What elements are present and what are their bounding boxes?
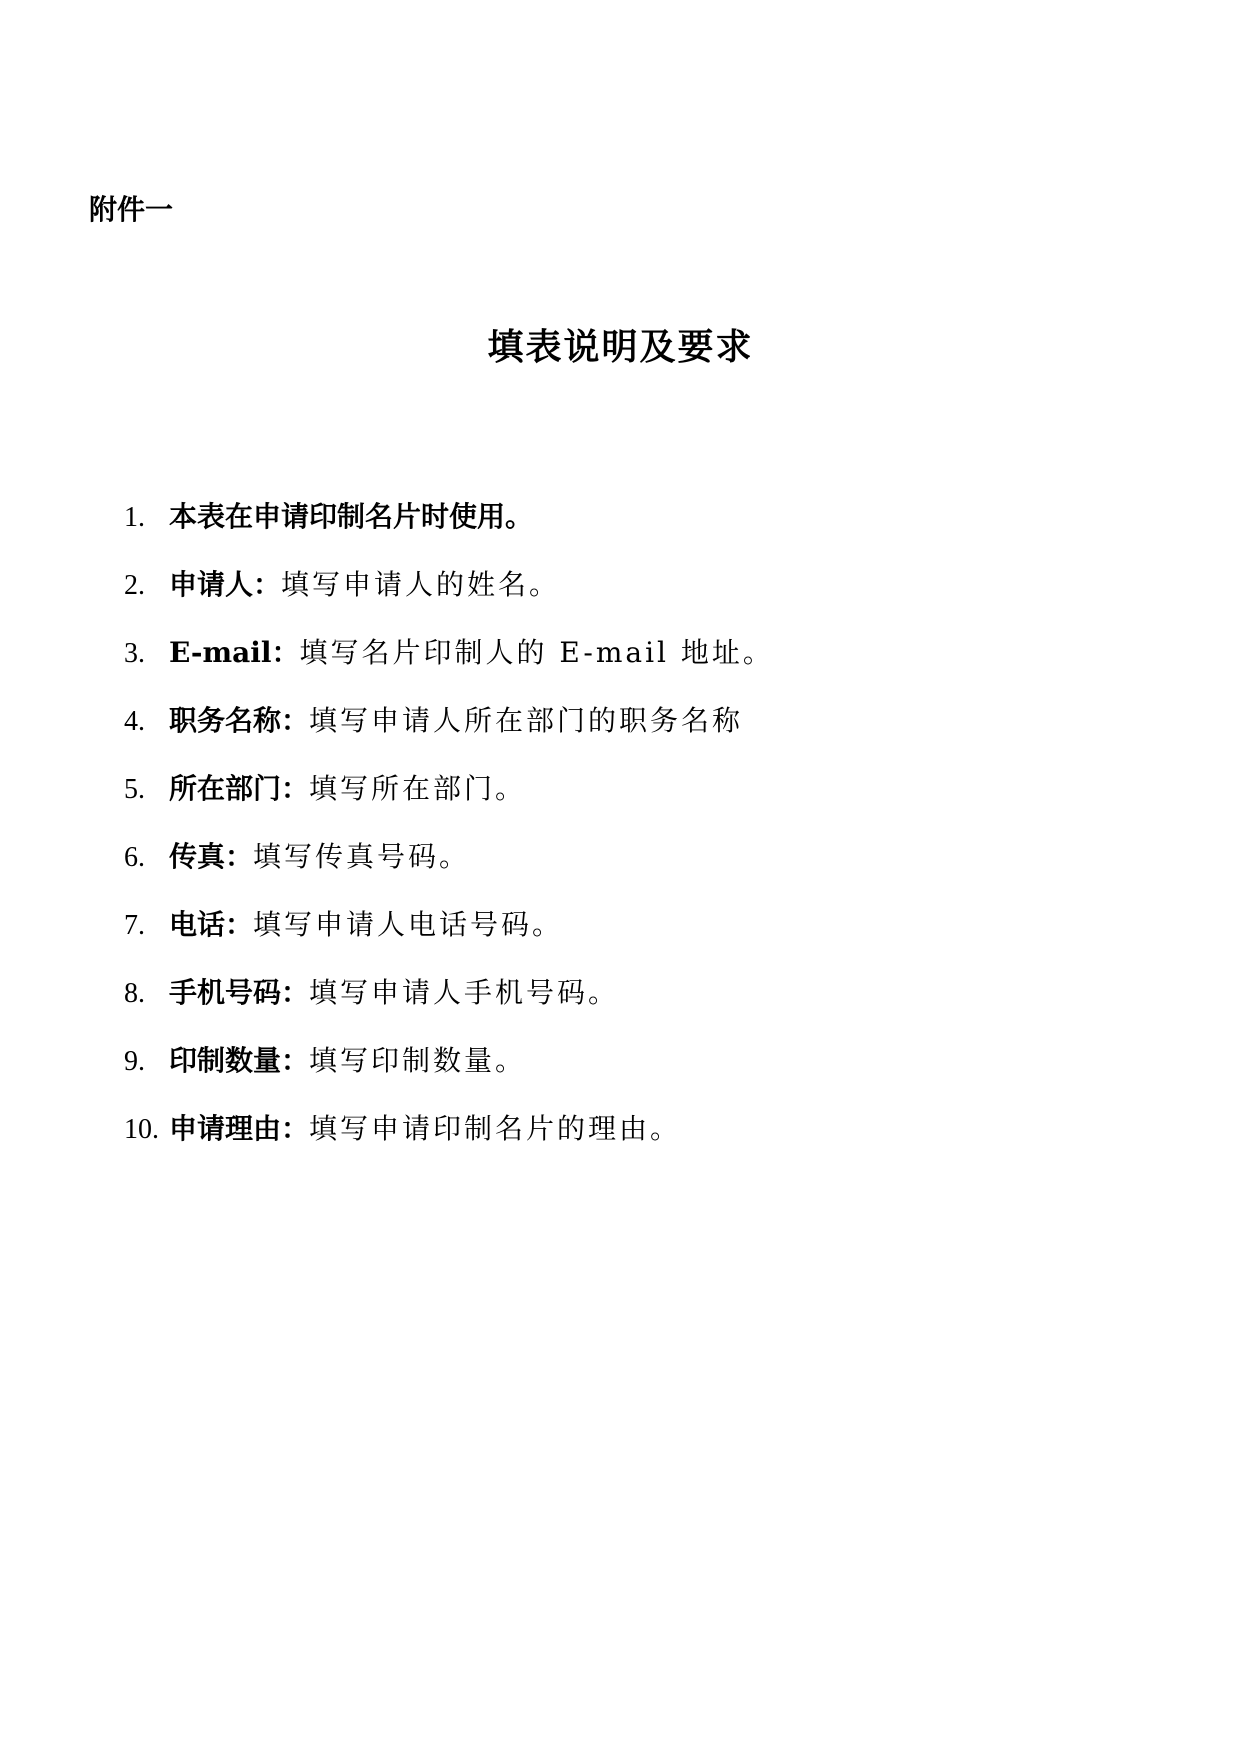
attachment-label: 附件一 (89, 193, 174, 226)
item-field-name: E-mail： (169, 636, 300, 669)
item-description: 填写申请人电话号码。 (253, 908, 564, 941)
document-title: 填表说明及要求 (487, 326, 754, 368)
instruction-item (124, 767, 774, 835)
instruction-item (124, 631, 774, 699)
instruction-item (124, 1039, 774, 1107)
instruction-item (124, 495, 774, 563)
item-number: 4. (124, 706, 145, 737)
item-field-name: 电话： (169, 908, 254, 941)
item-number: 5. (124, 774, 145, 805)
instruction-item (124, 563, 774, 631)
item-number: 3. (124, 638, 145, 669)
item-description: 填写传真号码。 (253, 840, 471, 873)
item-description: 填写申请人手机号码。 (309, 976, 620, 1009)
item-number: 8. (124, 978, 145, 1009)
item-number: 7. (124, 910, 145, 941)
item-field-name: 所在部门： (169, 772, 310, 805)
item-number: 2. (124, 570, 145, 601)
item-field-name: 印制数量： (169, 1044, 310, 1077)
item-description: 填写申请人所在部门的职务名称 (309, 704, 744, 737)
item-description: 填写名片印制人的 E-mail 地址。 (299, 636, 774, 669)
item-field-name: 申请理由： (169, 1112, 310, 1145)
item-number: 6. (124, 842, 145, 873)
item-number: 1. (124, 502, 145, 533)
item-field-name: 职务名称： (169, 704, 310, 737)
item-description: 填写所在部门。 (309, 772, 527, 805)
instruction-item (124, 835, 774, 903)
instruction-list (124, 495, 774, 1175)
item-field-name: 传真： (169, 840, 254, 873)
item-description: 填写申请印制名片的理由。 (309, 1112, 682, 1145)
item-number: 9. (124, 1046, 145, 1077)
instruction-item (124, 1107, 774, 1175)
item-description: 填写印制数量。 (309, 1044, 527, 1077)
instruction-item (124, 699, 774, 767)
instruction-item (124, 971, 774, 1039)
item-field-name: 本表在申请印制名片时使用。 (169, 500, 534, 533)
item-description: 填写申请人的姓名。 (281, 568, 561, 601)
item-field-name: 申请人： (169, 568, 282, 601)
item-number: 10. (124, 1114, 159, 1145)
item-field-name: 手机号码： (169, 976, 310, 1009)
instruction-item (124, 903, 774, 971)
